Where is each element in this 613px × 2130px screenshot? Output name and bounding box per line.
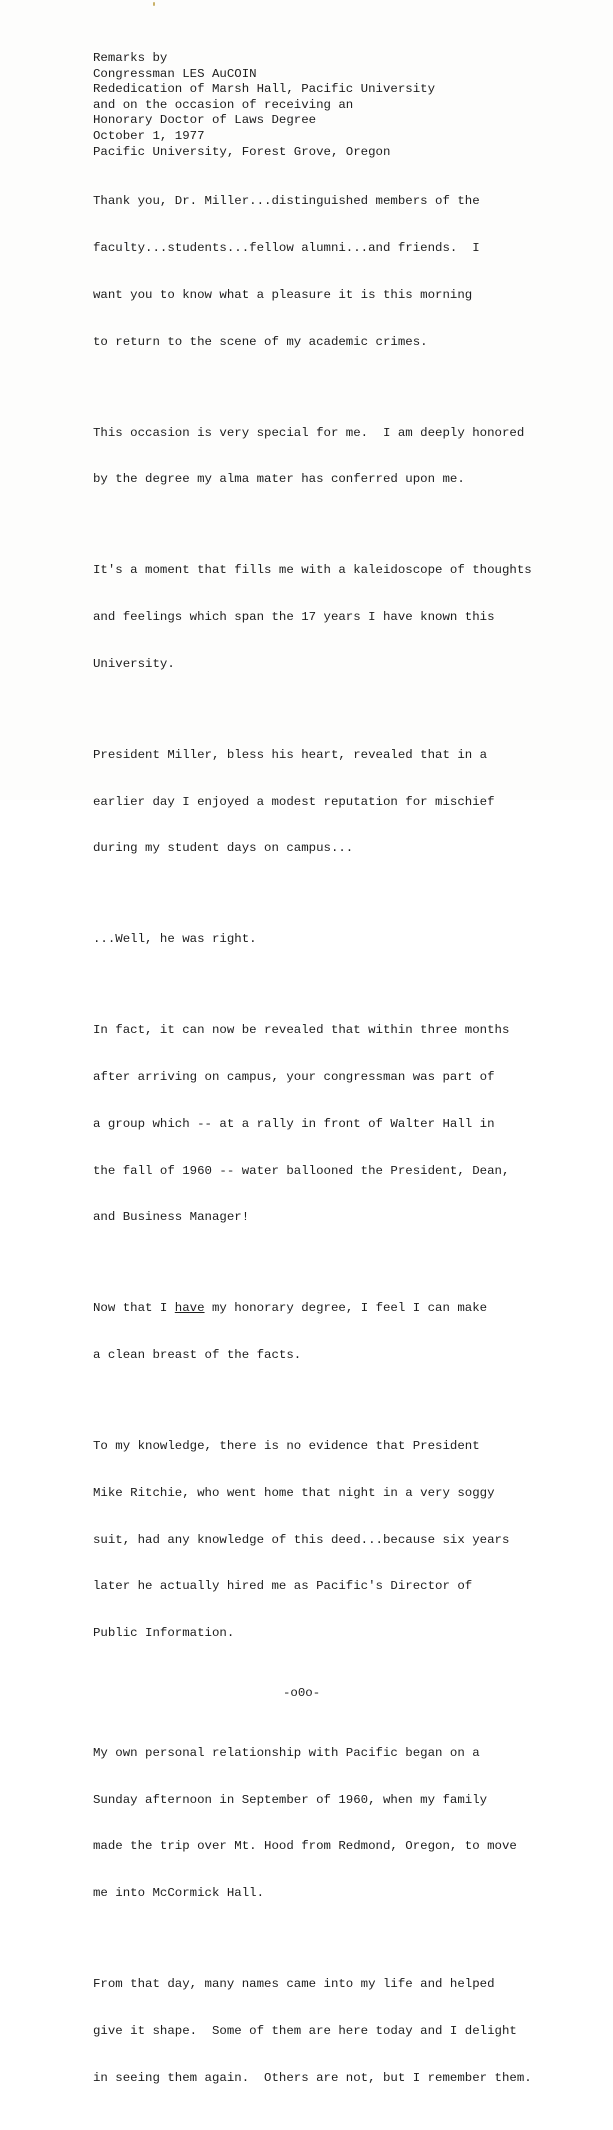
paragraph-water-balloon (93, 992, 603, 1257)
text-line: the fall of 1960 -- water ballooned the President, Dean, (93, 1163, 510, 1178)
section-separator: -o0o- (283, 1686, 321, 1701)
header-line: October 1, 1977 (93, 128, 205, 143)
remarks-header (93, 51, 435, 160)
paper-speck (153, 2, 155, 6)
text-line: after arriving on campus, your congressman was part of (93, 1070, 495, 1085)
header-line: Honorary Doctor of Laws Degree (93, 113, 317, 128)
header-line: Remarks by (93, 51, 168, 65)
text-line: faculty...students...fellow alumni...and friends. I (93, 240, 480, 255)
text-segment: Now that I (93, 1301, 175, 1316)
paragraph-kaleidoscope (93, 532, 603, 704)
text-line: Thank you, Dr. Miller...distinguished members of the (93, 194, 480, 209)
text-line: a group which -- at a rally in front of Walter Hall in (93, 1116, 495, 1131)
text-line: a clean breast of the facts. (93, 1348, 302, 1363)
text-line: It's a moment that fills me with a kaleidoscope of thoughts (93, 563, 532, 578)
text-line: University. (93, 656, 175, 671)
paragraph-relationship (93, 1715, 603, 1933)
paragraph-ritchie (93, 1408, 603, 1673)
text-line: President Miller, bless his heart, revealed that in a (93, 747, 488, 762)
text-line: This occasion is very special for me. I am deeply honored (93, 425, 525, 440)
text-line (93, 1301, 603, 1317)
text-line: to return to the scene of my academic crimes. (93, 334, 428, 349)
text-line: me into McCormick Hall. (93, 1886, 265, 1901)
text-line: My own personal relationship with Pacific began on a (93, 1745, 480, 1760)
underlined-word: have (174, 1301, 205, 1316)
text-line: In fact, it can now be revealed that within three months (93, 1023, 510, 1038)
header-line: and on the occasion of receiving an (93, 97, 354, 112)
paragraph-names (93, 1946, 603, 2118)
text-line: during my student days on campus... (93, 841, 354, 856)
text-line: Mike Ritchie, who went home that night in a very soggy (93, 1485, 495, 1500)
text-line: Sunday afternoon in September of 1960, when my family (93, 1792, 488, 1807)
paragraph-thanks (93, 163, 603, 381)
paragraph-clean-breast (93, 1270, 603, 1395)
text-line: ...Well, he was right. (93, 932, 257, 947)
text-line: earlier day I enjoyed a modest reputation for mischief (93, 794, 495, 809)
speech-body (93, 163, 603, 2130)
header-line: Pacific University, Forest Grove, Oregon (93, 144, 391, 159)
text-line: suit, had any knowledge of this deed...because six years (93, 1532, 510, 1547)
text-line: From that day, many names came into my life and helped (93, 1977, 495, 1992)
text-line: To my knowledge, there is no evidence that President (93, 1439, 480, 1454)
paragraph-mischief (93, 717, 603, 889)
header-line: Congressman LES AuCOIN (93, 66, 257, 81)
text-line: Public Information. (93, 1626, 235, 1641)
text-line: and Business Manager! (93, 1210, 250, 1225)
paragraph-occasion (93, 394, 603, 519)
text-line: made the trip over Mt. Hood from Redmond, Oregon, to move (93, 1839, 517, 1854)
text-segment: my honorary degree, I feel I can make (204, 1301, 488, 1316)
text-line: want you to know what a pleasure it is this morning (93, 287, 473, 302)
text-line: by the degree my alma mater has conferred upon me. (93, 472, 465, 487)
paragraph-well (93, 901, 603, 979)
header-line: Rededication of Marsh Hall, Pacific University (93, 82, 436, 97)
text-line: later he actually hired me as Pacific's Director of (93, 1579, 473, 1594)
text-line: and feelings which span the 17 years I have known this (93, 610, 495, 625)
text-line: give it shape. Some of them are here today and I delight (93, 2023, 517, 2038)
text-line: in seeing them again. Others are not, but I remember them. (93, 2070, 532, 2085)
